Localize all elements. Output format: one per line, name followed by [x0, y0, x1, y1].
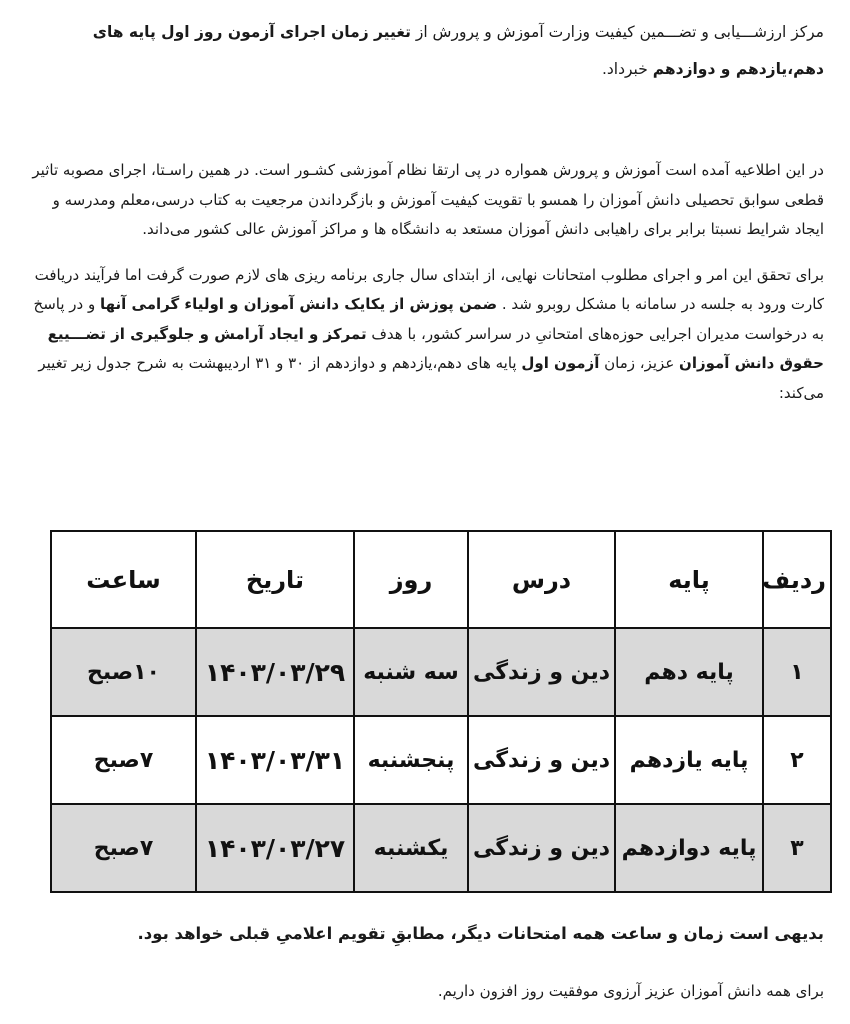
table-header-row: [51, 531, 831, 628]
closing-text: برای همه دانش آموزان عزیز آرزوی موفقیت روز افزون داریم.: [437, 982, 824, 1000]
cell-grade: پایه دوازدهم: [615, 804, 763, 892]
table-row: [51, 716, 831, 804]
cell-day: پنجشنبه: [354, 716, 468, 804]
body-paragraph-2: [22, 261, 824, 409]
p2-bold-exam: آزمون اول: [521, 354, 600, 372]
cell-subject: دین و زندگی: [468, 804, 615, 892]
table-row: [51, 804, 831, 892]
header-grade: پایه: [615, 531, 763, 628]
p2-text-4: پایه های دهم،یازدهم و دوازدهم از ۳۰ و ۳۱ اردیبهشت به شرح جدول زیر تغییر می‌کند:: [38, 354, 824, 402]
cell-row-number: ۳: [763, 804, 831, 892]
intro-text-2: خبرداد.: [601, 60, 653, 78]
cell-grade: پایه دهم: [615, 628, 763, 716]
p2-bold-goal: تمرکز و ایجاد آرامش و جلوگیری از تضـــییع حقوق دانش آموزان: [47, 324, 824, 372]
p2-text-2: و در پاسخ به درخواست مدیران اجرایی حوزه‌های امتحانیِ در سراسر کشور، با هدف: [33, 295, 824, 343]
cell-date: ۱۴۰۳/۰۳/۲۷: [196, 804, 354, 892]
intro-paragraph: [22, 14, 824, 88]
cell-date: ۱۴۰۳/۰۳/۳۱: [196, 716, 354, 804]
cell-day: یکشنبه: [354, 804, 468, 892]
cell-day: سه شنبه: [354, 628, 468, 716]
cell-grade: پایه یازدهم: [615, 716, 763, 804]
p2-bold-apology: ضمن پوزش از یکایک دانش آموزان و اولیاء گرامی آنها: [100, 295, 498, 313]
note-text: بدیهی است زمان و ساعت همه امتحانات دیگر، مطابقِ تقویم اعلامیِ قبلی خواهد بود.: [137, 924, 824, 943]
cell-time: ۷صبح: [51, 804, 196, 892]
cell-date: ۱۴۰۳/۰۳/۲۹: [196, 628, 354, 716]
table-row: [51, 628, 831, 716]
cell-row-number: ۱: [763, 628, 831, 716]
p2-text-3: عزیز، زمان: [599, 354, 680, 372]
cell-time: ۷صبح: [51, 716, 196, 804]
intro-text-1: مرکز ارزشـــیابی و تضـــمین کیفیت وزارت آموزش و پرورش از: [410, 23, 824, 41]
cell-subject: دین و زندگی: [468, 716, 615, 804]
cell-subject: دین و زندگی: [468, 628, 615, 716]
header-date: تاریخ: [196, 531, 354, 628]
cell-row-number: ۲: [763, 716, 831, 804]
cell-time: ۱۰صبح: [51, 628, 196, 716]
header-subject: درس: [468, 531, 615, 628]
intro-text-bold: تغییر زمان اجرای آزمون روز اول پایه های دهم،یازدهم و دوازدهم: [92, 23, 824, 78]
header-day: روز: [354, 531, 468, 628]
p2-text-1: برای تحقق این امر و اجرای مطلوب امتحانات نهایی، از ابتدای سال جاری برنامه ریزی های لازم صورت گرفت اما فرآیند دریافت کارت ورود به جلسه در سامانه با مشکل روبرو شد .: [34, 265, 824, 313]
exam-schedule-table: [50, 530, 832, 893]
header-time: ساعت: [51, 531, 196, 628]
body-paragraph-1: در این اطلاعیه آمده است آموزش و پرورش همواره در پی ارتقا نظام آموزشی کشـور است. در همین راسـتا، اجرای مصوبه تاثیر قطعی سوابق تحصیلی دانش آموزان را همسو با تقویت کیفیت آموزش و بازگرداندن مرجعیت به کتاب درسی،معلم ومدرسه و ایجاد شرایط نسبتا برابر برای راهیابی دانش آموزان مستعد به دانشگاه ها و مراکز آموزش عالی کشور می‌داند.: [32, 161, 824, 238]
header-row-number: ردیف: [763, 531, 831, 628]
